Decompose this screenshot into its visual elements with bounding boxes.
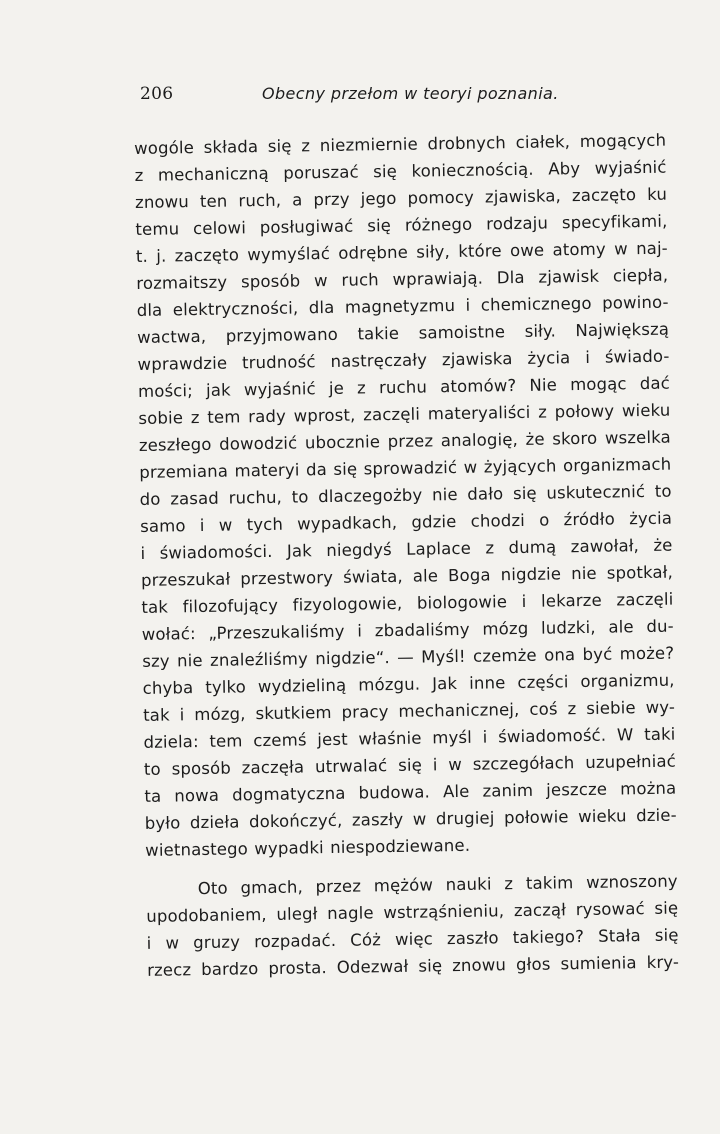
text-line: mości; jak wyjaśnić je z ruchu atomów? Nie mogąc dać bbox=[137, 373, 671, 401]
text-line: i świadomości. Jak niegdyś Laplace z dumą zawołał, że bbox=[140, 535, 673, 563]
text-line: wprawdzie trudność nastręczały zjawiska życia i świado- bbox=[137, 346, 670, 374]
running-title: Obecny przełom w teoryi poznania. bbox=[262, 84, 559, 103]
text-line: szy nie znaleźliśmy nigdzie“. — Myśl! czemże ona być może? bbox=[142, 643, 675, 671]
text-line: z mechaniczną poruszać się koniecznością. Aby wyjaśnić bbox=[134, 157, 667, 185]
text-line: wactwa, przyjmowano takie samoistne siły. Największą bbox=[137, 319, 670, 347]
page-header bbox=[0, 84, 720, 114]
text-line: wogóle składa się z niezmiernie drobnych ciałek, mogących bbox=[134, 130, 667, 158]
text-line: samo i w tych wypadkach, gdzie chodzi o źródło życia bbox=[139, 508, 673, 536]
paragraph-first-line: Oto gmach, przez mężów nauki z takim wznoszony bbox=[197, 871, 678, 899]
text-line: rzecz bardzo prosta. Odezwał się znowu głos sumienia kry- bbox=[146, 952, 680, 980]
text-line: do zasad ruchu, to dlaczegożby nie dało się uskutecznić to bbox=[139, 481, 672, 509]
text-line: dziela: tem czemś jest właśnie myśl i świadomość. W taki bbox=[143, 724, 676, 752]
text-line: tak i mózg, skutkiem pracy mechanicznej, coś z siebie wy- bbox=[142, 697, 676, 725]
text-line: przemiana materyi da się sprowadzić w żyjących organizmach bbox=[139, 454, 672, 482]
text-line: wietnastego wypadki niespodziewane. bbox=[145, 835, 471, 860]
text-line: upodobaniem, uległ nagle wstrząśnieniu, zaczął rysować się bbox=[146, 898, 679, 926]
text-line: sobie z tem rady wprost, zaczęli materyaliści z połowy wieku bbox=[138, 400, 671, 428]
text-line: dla elektryczności, dla magnetyzmu i chemicznego powino- bbox=[136, 292, 669, 320]
text-line: znowu ten ruch, a przy jego pomocy zjawiska, zaczęto ku bbox=[134, 184, 668, 212]
text-line: to sposób zaczęła utrwalać się i w szczegółach uzupełniać bbox=[143, 751, 677, 779]
text-line: temu celowi posługiwać się różnego rodzaju specyfikami, bbox=[135, 211, 668, 239]
body-text bbox=[0, 127, 720, 980]
page-number: 206 bbox=[140, 84, 174, 104]
text-line: chyba tylko wydzieliną mózgu. Jak inne części organizmu, bbox=[142, 670, 675, 698]
text-line: t. j. zaczęto wymyślać odrębne siły, które owe atomy w naj- bbox=[135, 238, 668, 266]
text-line: ta nowa dogmatyczna budowa. Ale zanim jeszcze można bbox=[144, 778, 677, 806]
text-line: tak filozofujący fizyologowie, biologowie i lekarze zaczęli bbox=[141, 589, 674, 617]
text-line: było dzieła dokończyć, zaszły w drugiej połowie wieku dzie- bbox=[144, 805, 677, 833]
text-line: i w gruzy rozpadać. Cóż więc zaszło takiego? Stała się bbox=[146, 925, 679, 953]
text-line: zeszłego dowodzić ubocznie przez analogię, że skoro wszelka bbox=[138, 427, 671, 455]
text-line: przeszukał przestwory świata, ale Boga nigdzie nie spotkał, bbox=[140, 562, 674, 590]
text-line: wołać: „Przeszukaliśmy i zbadaliśmy mózg ludzki, ale du- bbox=[141, 616, 674, 644]
text-line: rozmaitszy sposób w ruch wprawiają. Dla zjawisk ciepła, bbox=[136, 265, 669, 293]
